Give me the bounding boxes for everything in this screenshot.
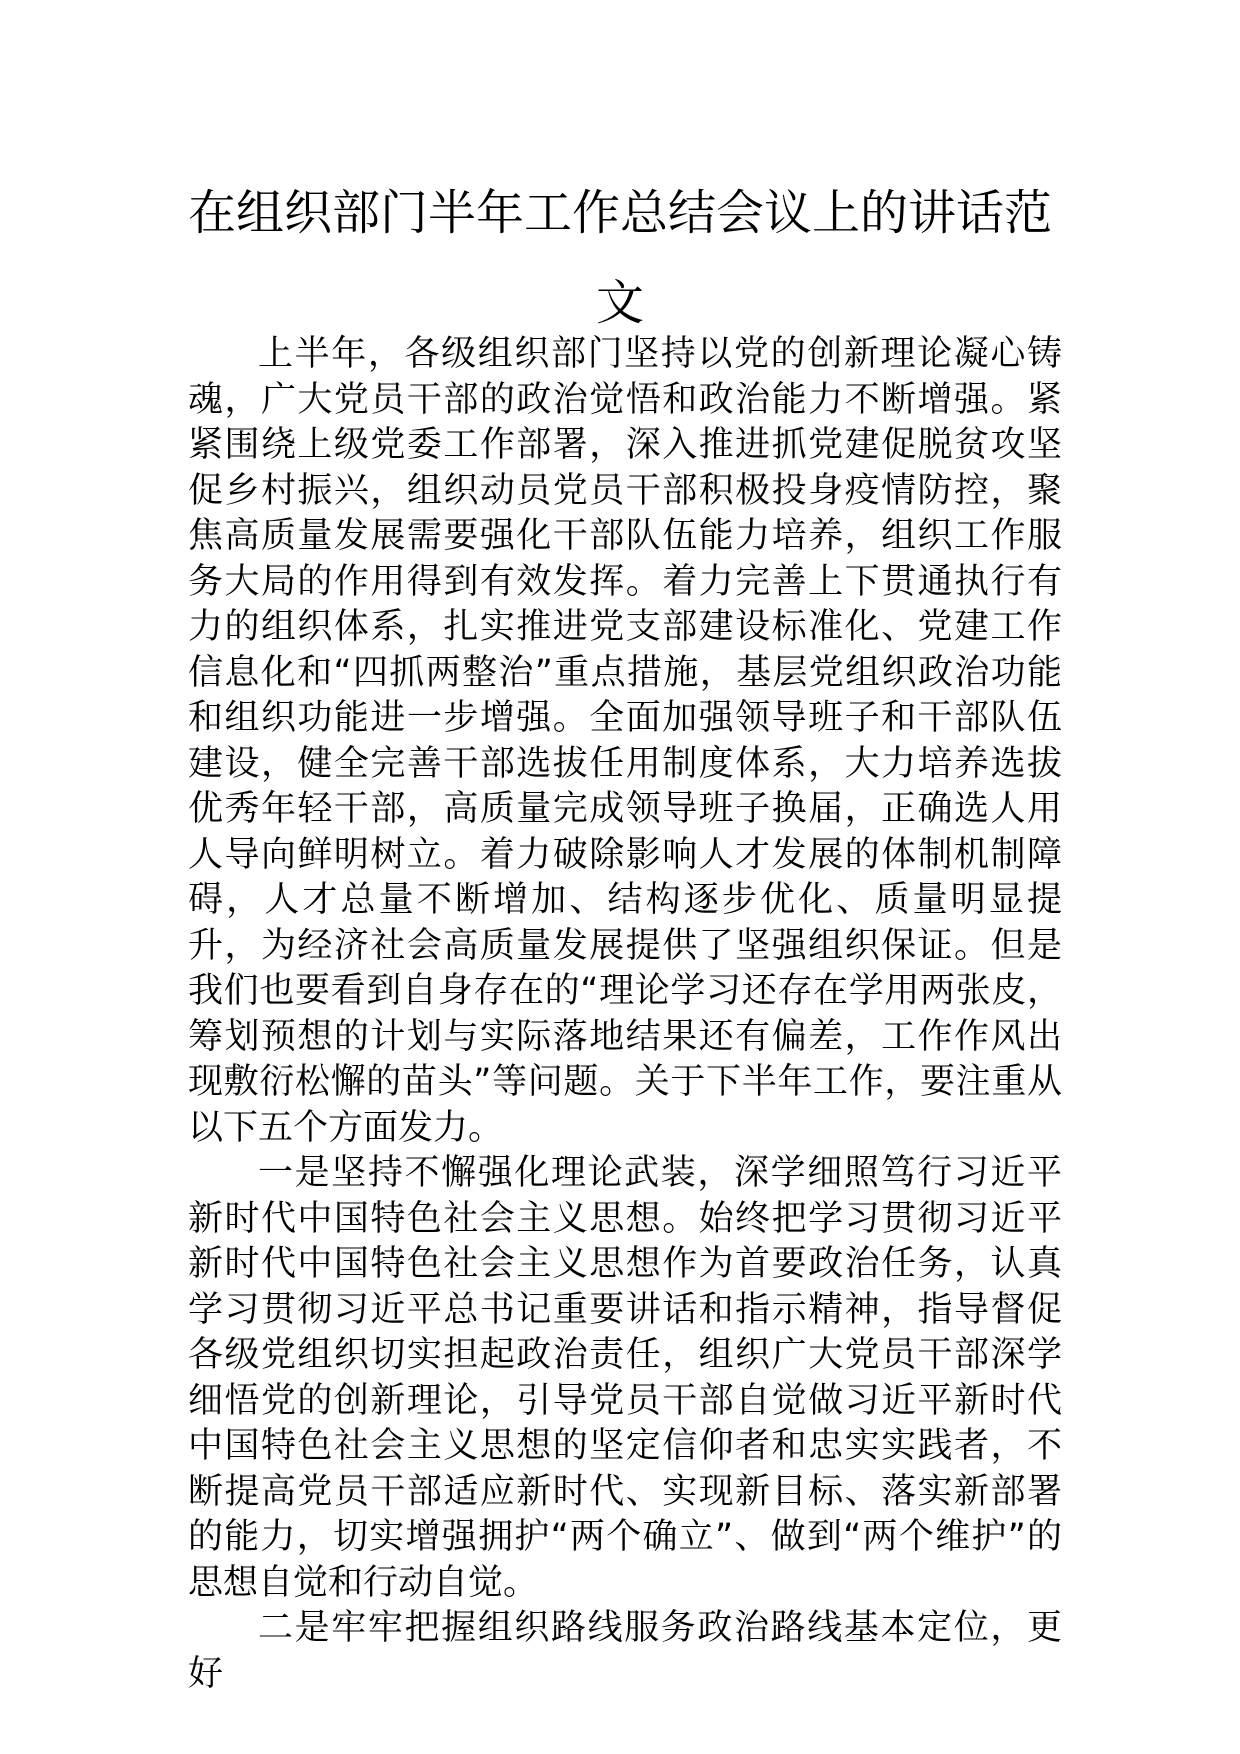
document-title: 在组织部门半年工作总结会议上的讲话范文 <box>187 185 1052 331</box>
paragraph-point-two: 二是牢牢把握组织路线服务政治路线基本定位，更好 <box>188 1608 1062 1694</box>
document-body <box>188 332 1062 1697</box>
paragraph-point-one: 一是坚持不懈强化理论武装，深学细照笃行习近平新时代中国特色社会主义思想。始终把学习贯彻习近平新时代中国特色社会主义思想作为首要政治任务，认真学习贯彻习近平总书记重要讲话和指示精神，指导督促各级党组织切实担起政治责任，组织广大党员干部深学细悟党的创新理论，引导党员干部自觉做习近平新时代中国特色社会主义思想的坚定信仰者和忠实实践者，不断提高党员干部适应新时代、实现新目标、落实新部署的能力，切实增强拥护“两个确立”、做到“两个维护”的思想自觉和行动自觉。 <box>188 1153 1062 1603</box>
paragraph-intro: 上半年，各级组织部门坚持以党的创新理论凝心铸魂，广大党员干部的政治觉悟和政治能力不断增强。紧紧围绕上级党委工作部署，深入推进抓党建促脱贫攻坚促乡村振兴，组织动员党员干部积极投身疫情防控，聚焦高质量发展需要强化干部队伍能力培养，组织工作服务大局的作用得到有效发挥。着力完善上下贯通执行有力的组织体系，扎实推进党支部建设标准化、党建工作信息化和“四抓两整治”重点措施，基层党组织政治功能和组织功能进一步增强。全面加强领导班子和干部队伍建设，健全完善干部选拔任用制度体系，大力培养选拔优秀年轻干部，高质量完成领导班子换届，正确选人用人导向鲜明树立。着力破除影响人才发展的体制机制障碍，人才总量不断增加、结构逐步优化、质量明显提升，为经济社会高质量发展提供了坚强组织保证。但是我们也要看到自身存在的“理论学习还存在学用两张皮，筹划预想的计划与实际落地结果还有偏差，工作作风出现敷衍松懈的苗头”等问题。关于下半年工作，要注重从以下五个方面发力。 <box>188 334 1062 1148</box>
